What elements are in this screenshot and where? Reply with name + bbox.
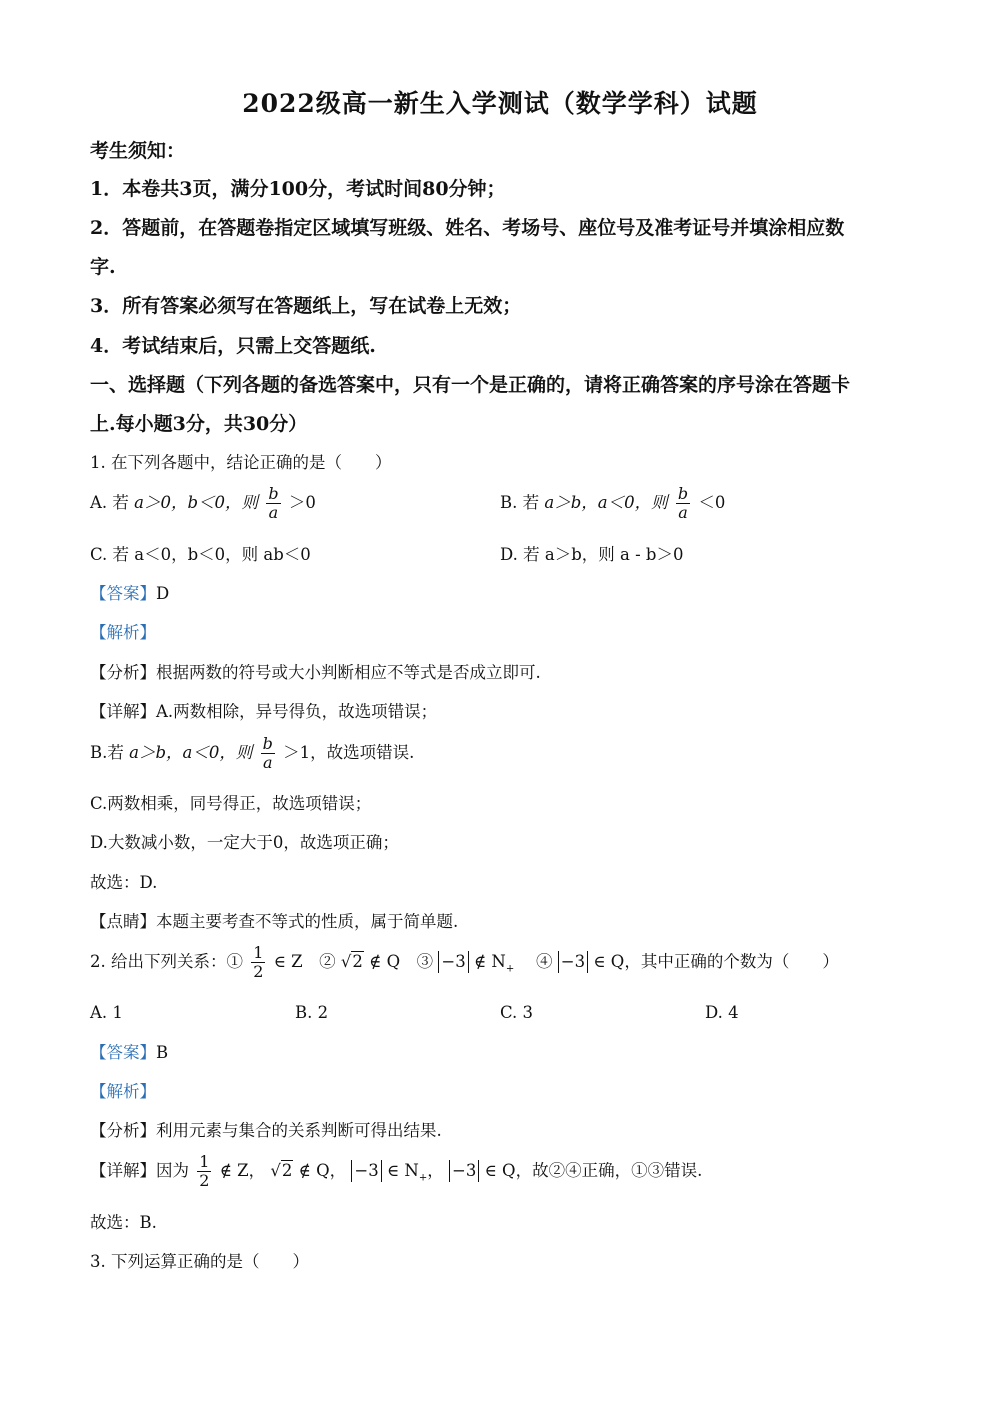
q2-relation-3-sub: + [505,963,515,975]
q1-option-a [90,485,316,522]
q2-relation-4-prefix: ④ [519,952,553,971]
page-title: 2022级高一新生入学测试（数学学科）试题 [242,89,758,118]
section-heading: 一、选择题（下列各题的备选答案中，只有一个是正确的，请将正确答案的序号涂在答题卡 [90,374,851,396]
xiangjie-rel-4: ∈ Q，故②④正确，①③错误. [484,1161,703,1180]
dianjing-text: 本题主要考查不等式的性质，属于简单题. [156,912,459,931]
notice-item-4: 4．考试结束后，只需上交答题纸. [90,335,376,357]
sqrt-radicand: 2 [281,1161,293,1180]
xiangjie-abs: −3 [351,1160,381,1182]
xiangjie-rel-2: ∉ Q， [298,1161,347,1180]
notice-heading: 考生须知： [90,140,186,162]
frac-numerator: b [262,734,273,753]
frac-numerator: b [677,484,689,503]
notice-item-3: 3．所有答案必须写在答题纸上，写在试卷上无效； [90,295,522,317]
q1-fenxi [90,665,541,682]
xiangjie-a: A.两数相除，异号得负，故选项错误； [156,702,438,721]
q1-answer [90,586,169,603]
xiangjie-prefix: 因为 [156,1161,189,1180]
xiangjie-b-condition: a＞b，a＜0，则 [129,743,253,762]
sqrt-radicand: 2 [352,952,363,971]
notice-item-1: 1．本卷共3页，满分100分，考试时间80分钟； [90,178,506,200]
notice-item-2-cont: 字. [90,256,116,278]
q1-option-b-condition: a＞b，a＜0，则 [544,493,668,512]
answer-tag: 【答案】 [90,584,156,603]
q2-sqrt: √2 [340,952,363,971]
q2-option-c: C. 3 [500,1003,534,1022]
q2-fenxi [90,1123,442,1140]
q2-option-b: B. 2 [295,1003,329,1022]
answer-value: D [156,584,170,603]
fenxi-text: 根据两数的符号或大小判断相应不等式是否成立即可. [156,663,541,682]
xiangjie-abs-2: −3 [449,1160,479,1182]
q2-abs-value-2: −3 [558,951,588,973]
fenxi-tag: 【分析】 [90,663,156,682]
frac-denominator: a [678,503,688,522]
q1-option-b-prefix: B. 若 [500,493,540,512]
q2-stem-prefix: 2. 给出下列关系：① [90,952,243,971]
section-heading-cont: 上.每小题3分，共30分） [90,413,308,435]
q2-relation-2: ∉ Q ③ [369,952,434,971]
q2-relation-3: ∉ N [473,952,506,971]
q2-analysis-tag: 【解析】 [90,1082,156,1101]
q2-abs-value: −3 [438,951,468,973]
q1-option-a-fraction [266,485,280,522]
xiangjie-rel-3-sub: + [418,1172,428,1184]
xiangjie-rel-1: ∉ Z， [219,1161,266,1180]
notice-item-2: 2．答题前，在答题卷指定区域填写班级、姓名、考场号、座位号及准考证号并填涂相应数 [90,217,845,239]
q2-half-fraction [251,944,265,981]
answer-value: B [156,1043,169,1062]
q2-answer [90,1045,168,1062]
q1-option-a-condition: a＞0，b＜0，则 [134,493,259,512]
q1-option-b-fraction [676,485,690,522]
answer-tag: 【答案】 [90,1043,156,1062]
xiangjie-half-fraction [197,1153,211,1190]
q2-option-d: D. 4 [705,1003,739,1022]
q1-option-b-result: ＜0 [698,493,726,512]
xiangjie-b-prefix: B.若 [90,743,124,762]
frac-numerator: 1 [253,943,264,962]
frac-denominator: a [268,503,279,522]
q1-xiangjie-d: D.大数减小数，一定大于0，故选项正确； [90,833,399,852]
q1-xiangjie [90,704,437,721]
q1-stem: 1. 在下列各题中，结论正确的是（ ） [90,453,392,472]
q2-guxuan: 故选：B. [90,1213,157,1232]
q1-option-d: D. 若 a＞b，则 a - b＞0 [500,545,684,564]
xiangjie-b-result: ＞1，故选项错误. [283,743,415,762]
q1-xiangjie-c: C.两数相乘，同号得正，故选项错误； [90,794,372,813]
xiangjie-tag: 【详解】 [90,702,156,721]
dianjing-tag: 【点睛】 [90,912,156,931]
frac-denominator: 2 [199,1171,210,1190]
q2-stem [90,944,839,981]
q1-option-a-prefix: A. 若 [90,493,129,512]
frac-numerator: 1 [199,1152,210,1171]
frac-numerator: b [268,484,279,503]
q1-option-c: C. 若 a＜0，b＜0，则 ab＜0 [90,545,311,564]
xiangjie-tag: 【详解】 [90,1161,156,1180]
frac-denominator: 2 [253,962,264,981]
xiangjie-sep: ， [427,1161,444,1180]
q2-option-a: A. 1 [90,1003,123,1022]
q1-dianjing [90,914,458,931]
q3-stem: 3. 下列运算正确的是（ ） [90,1252,309,1271]
q2-relation-4: ∈ Q，其中正确的个数为（ ） [593,952,839,971]
q1-option-a-result: ＞0 [288,493,316,512]
frac-denominator: a [262,753,273,772]
fenxi-tag: 【分析】 [90,1121,156,1140]
xiangjie-sqrt: √2 [270,1161,293,1180]
q1-xiangjie-b [90,735,414,772]
q2-xiangjie [90,1153,702,1190]
xiangjie-rel-3: ∈ N [386,1161,419,1180]
q1-option-b [500,485,725,522]
q2-relation-1: ∈ Z ② [273,952,336,971]
q1-analysis-tag: 【解析】 [90,623,156,642]
q1-guxuan: 故选：D. [90,873,158,892]
xiangjie-b-fraction [261,735,275,772]
fenxi-text: 利用元素与集合的关系判断可得出结果. [156,1121,442,1140]
